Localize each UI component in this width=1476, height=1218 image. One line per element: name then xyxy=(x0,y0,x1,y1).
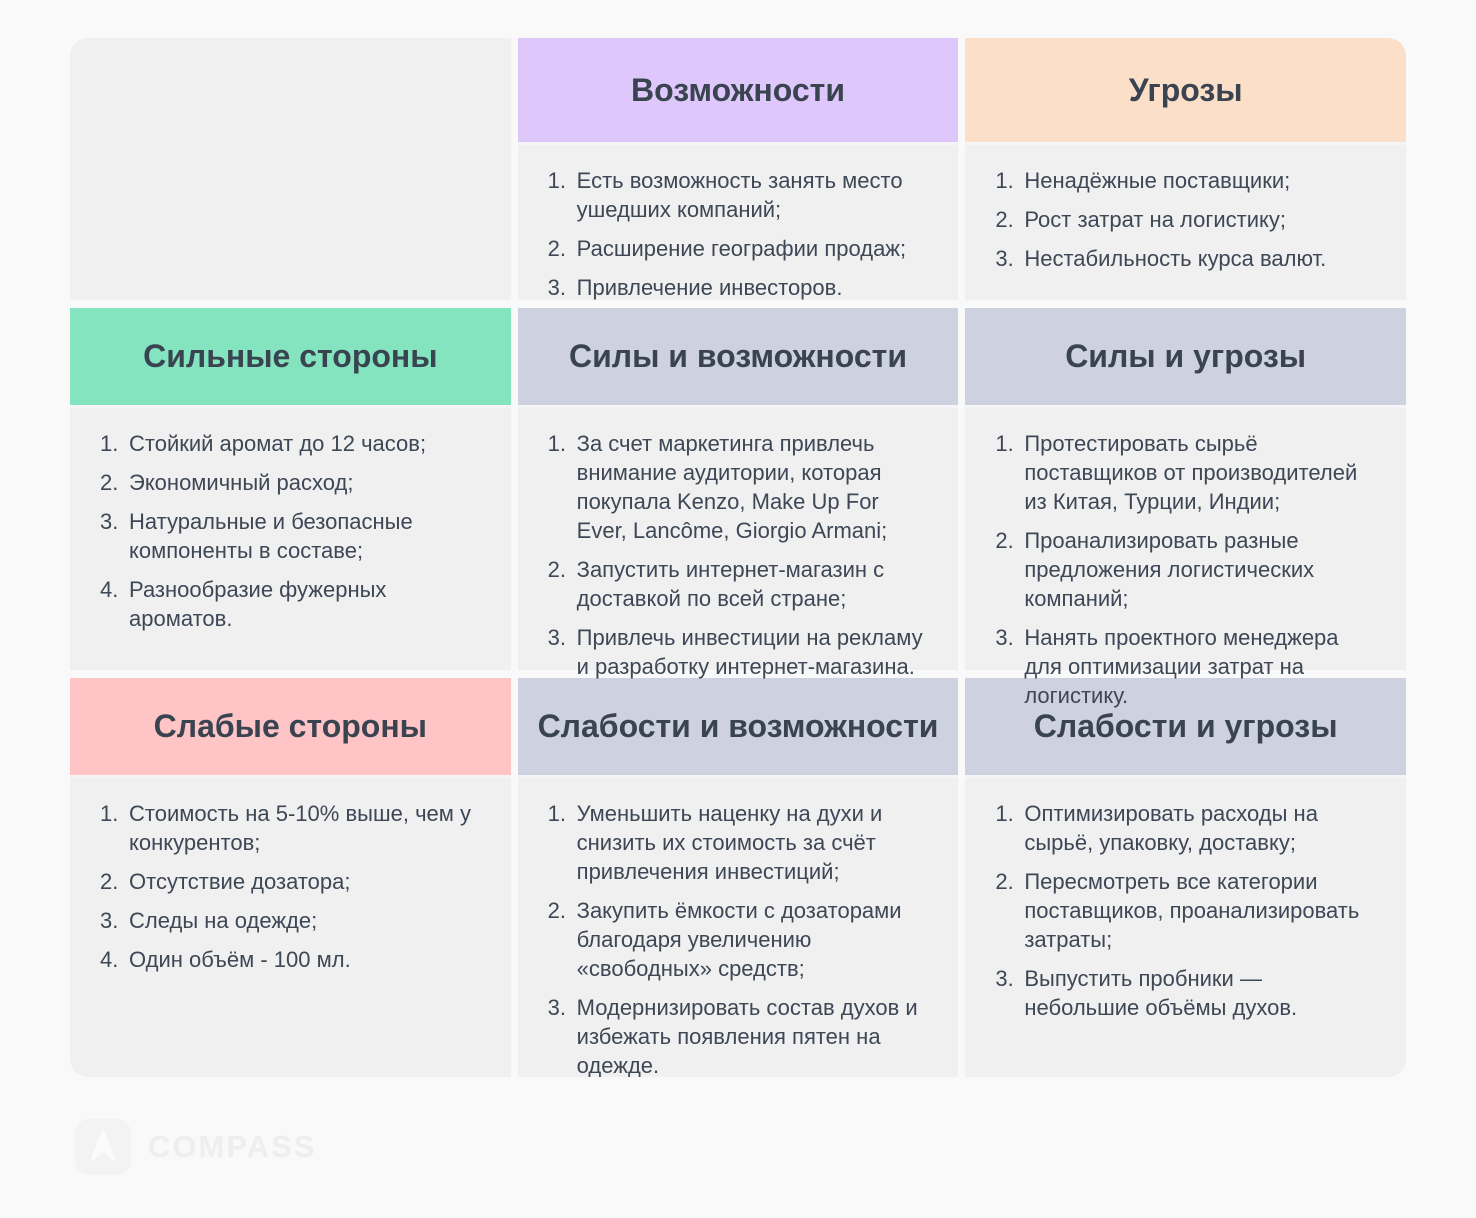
strengths-header xyxy=(70,308,511,408)
list-item: Стоимость на 5-10% выше, чем у конкурентов; xyxy=(129,801,471,855)
compass-logo xyxy=(75,1119,316,1175)
swot-cell-weaknesses xyxy=(70,678,511,1077)
swot-cell-empty xyxy=(70,38,511,300)
list-item: Ненадёжные поставщики; xyxy=(1024,168,1291,193)
opportunities-body xyxy=(518,145,959,320)
list-item: Протестировать сырьё поставщиков от производителей из Китая, Турции, Индии; xyxy=(1024,431,1358,514)
list-item: Стойкий аромат до 12 часов; xyxy=(129,431,427,456)
strengths-list xyxy=(100,429,485,633)
weaknesses-title: Слабые стороны xyxy=(153,708,427,744)
strengths-opportunities-body xyxy=(518,408,959,699)
list-item: Натуральные и безопасные компоненты в составе; xyxy=(129,509,413,563)
weaknesses-opportunities-title: Слабости и возможности xyxy=(537,708,939,744)
strengths-threats-header xyxy=(965,308,1406,408)
list-item: Расширение географии продаж; xyxy=(576,236,907,261)
swot-cell-weaknesses-opportunities xyxy=(518,678,959,1077)
list-item: Привлечение инвесторов. xyxy=(576,275,843,300)
weaknesses-opportunities-body xyxy=(518,778,959,1077)
list-item: Следы на одежде; xyxy=(129,908,318,933)
weaknesses-threats-title: Слабости и угрозы xyxy=(1033,708,1338,744)
swot-cell-weaknesses-threats xyxy=(965,678,1406,1077)
weaknesses-opportunities-list xyxy=(548,799,933,1077)
list-item: Запустить интернет-магазин с доставкой по всей стране; xyxy=(576,557,885,611)
compass-logo-badge xyxy=(75,1119,131,1175)
list-item: Рост затрат на логистику; xyxy=(1024,207,1287,232)
swot-cell-threats xyxy=(965,38,1406,300)
strengths-opportunities-title: Силы и возможности xyxy=(568,338,907,374)
list-item: Уменьшить наценку на духи и снизить их стоимость за счёт привлечения инвестиций; xyxy=(576,801,883,884)
list-item: Оптимизировать расходы на сырьё, упаковку, доставку; xyxy=(1024,801,1318,855)
strengths-body xyxy=(70,408,511,651)
opportunities-title: Возможности xyxy=(630,71,845,108)
strengths-opportunities-header xyxy=(518,308,959,408)
list-item: Закупить ёмкости с дозаторами благодаря увеличению «свободных» средств; xyxy=(576,898,902,981)
strengths-title: Сильные стороны xyxy=(143,338,438,374)
list-item: Нанять проектного менеджера для оптимизации затрат на логистику. xyxy=(1024,625,1339,708)
list-item: Отсутствие дозатора; xyxy=(129,869,351,894)
compass-logo-text: COMPASS xyxy=(148,1129,317,1164)
list-item: Выпустить пробники — небольшие объёмы духов. xyxy=(1024,966,1298,1020)
list-item: Экономичный расход; xyxy=(129,470,354,495)
swot-matrix xyxy=(70,38,1406,1077)
swot-cell-opportunities xyxy=(518,38,959,300)
strengths-opportunities-list xyxy=(548,429,933,681)
list-item: Разнообразие фужерных ароматов. xyxy=(129,577,387,631)
weaknesses-threats-list xyxy=(995,799,1380,1022)
swot-cell-strengths xyxy=(70,308,511,670)
weaknesses-body xyxy=(70,778,511,992)
compass-arrow-icon xyxy=(86,1128,120,1167)
list-item: Проанализировать разные предложения логистических компаний; xyxy=(1024,528,1315,611)
weaknesses-header xyxy=(70,678,511,778)
strengths-threats-list xyxy=(995,429,1380,710)
swot-cell-strengths-threats xyxy=(965,308,1406,708)
strengths-threats-title: Силы и угрозы xyxy=(1065,338,1307,374)
list-item: Привлечь инвестиции на рекламу и разработку интернет-магазина. xyxy=(576,625,923,679)
threats-header xyxy=(965,38,1406,145)
opportunities-list xyxy=(548,166,933,302)
list-item: Нестабильность курса валют. xyxy=(1024,246,1327,271)
list-item: Модернизировать состав духов и избежать появления пятен на одежде. xyxy=(576,995,918,1077)
list-item: Один объём - 100 мл. xyxy=(129,947,351,972)
list-item: За счет маркетинга привлечь внимание аудитории, которая покупала Kenzo, Make Up For Ever, Lancôme, Giorgio Armani; xyxy=(576,431,888,543)
weaknesses-list xyxy=(100,799,485,974)
list-item: Пересмотреть все категории поставщиков, проанализировать затраты; xyxy=(1024,869,1360,952)
threats-list xyxy=(995,166,1380,273)
threats-body xyxy=(965,145,1406,291)
list-item: Есть возможность занять место ушедших компаний; xyxy=(576,168,903,222)
threats-title: Угрозы xyxy=(1128,71,1243,108)
swot-cell-strengths-opportunities xyxy=(518,308,959,679)
weaknesses-threats-body xyxy=(965,778,1406,1040)
strengths-threats-body xyxy=(965,408,1406,728)
weaknesses-opportunities-header xyxy=(518,678,959,778)
opportunities-header xyxy=(518,38,959,145)
